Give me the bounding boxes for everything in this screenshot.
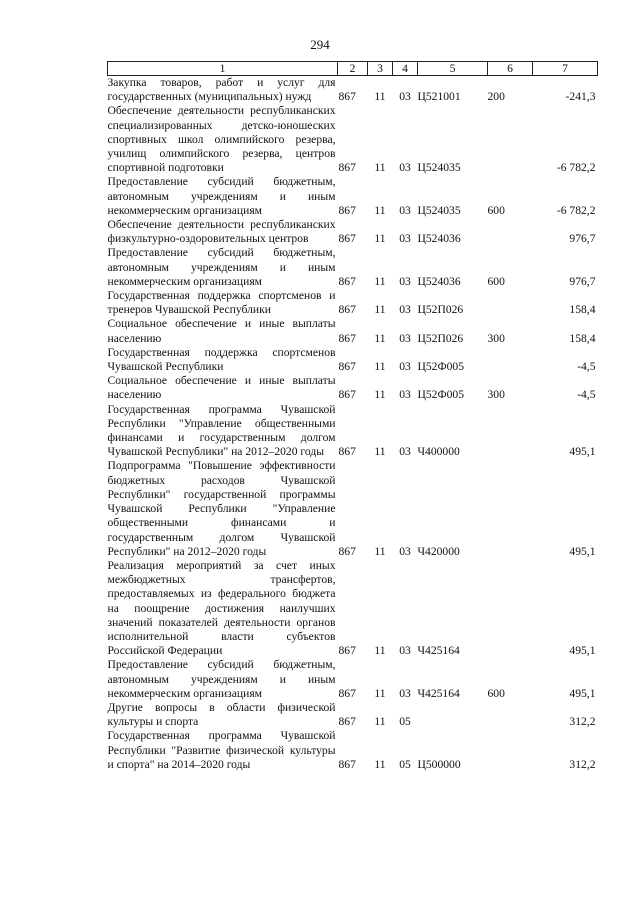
table-row: [108, 317, 598, 345]
row-grbs: 867: [338, 90, 356, 104]
row-name: Государственная программа Чувашской Республики "Управление общественными финансами и государственным долгом Чувашской Республики" на 2012–2020 годы: [107, 402, 336, 459]
row-target-article: Ц52Ф005: [417, 388, 465, 402]
row-target-article: Ц524036: [417, 232, 461, 246]
row-name: Предоставление субсидий бюджетным, автономным учреждениям и иным некоммерческим организациям: [107, 658, 336, 700]
row-grbs: 867: [338, 715, 356, 729]
header-col-6: 6: [488, 62, 533, 76]
row-amount: 312,2: [569, 715, 596, 729]
header-col-5: 5: [418, 62, 488, 76]
row-grbs: 867: [338, 544, 356, 558]
row-section: 11: [374, 203, 386, 217]
row-target-article: Ц52Ф005: [417, 360, 465, 374]
row-expense-type: 600: [487, 203, 505, 217]
row-target-article: Ц52П026: [417, 331, 464, 345]
table-row: [108, 289, 598, 317]
table-row: [108, 175, 598, 218]
row-amount: -4,5: [577, 360, 596, 374]
row-amount: -6 782,2: [556, 203, 596, 217]
row-expense-type: [488, 104, 533, 175]
row-target-article: Ч400000: [417, 445, 460, 459]
row-expense-type: 200: [487, 90, 505, 104]
row-target-article: Ч425164: [417, 686, 460, 700]
row-expense-type: 300: [487, 388, 505, 402]
row-name: Предоставление субсидий бюджетным, автономным учреждениям и иным некоммерческим организациям: [107, 246, 336, 288]
row-expense-type: 600: [487, 274, 505, 288]
row-name: Другие вопросы в области физической культуры и спорта: [107, 700, 336, 729]
row-amount: -4,5: [577, 388, 596, 402]
table-body: [108, 76, 598, 772]
row-amount: -6 782,2: [556, 161, 596, 175]
row-subsection: 03: [399, 232, 411, 246]
row-name: Реализация мероприятий за счет иных межбюджетных трансфертов, предоставляемых из федерального бюджета на поощрение достижения наилучших значений показателей деятельности органов исполнительной власти субъектов Российской Федерации: [107, 558, 336, 658]
header-row: [108, 62, 598, 76]
row-target-article: Ц524035: [417, 203, 461, 217]
row-amount: 158,4: [569, 331, 596, 345]
row-subsection: 03: [399, 686, 411, 700]
row-grbs: 867: [338, 303, 356, 317]
row-subsection: 03: [399, 544, 411, 558]
row-subsection: 03: [399, 90, 411, 104]
header-col-3: 3: [368, 62, 393, 76]
row-expense-type: [488, 559, 533, 658]
row-expense-type: [488, 403, 533, 460]
row-grbs: 867: [338, 161, 356, 175]
row-grbs: 867: [338, 445, 356, 459]
budget-table: [107, 61, 598, 772]
row-expense-type: [488, 346, 533, 374]
row-target-article: Ц52П026: [417, 303, 464, 317]
row-subsection: 05: [399, 757, 411, 771]
row-subsection: 03: [399, 388, 411, 402]
row-section: 11: [374, 360, 386, 374]
row-section: 11: [374, 161, 386, 175]
row-section: 11: [374, 331, 386, 345]
row-expense-type: 600: [487, 686, 505, 700]
table-row: [108, 246, 598, 289]
table-row: [108, 459, 598, 558]
table-row: [108, 729, 598, 772]
table-row: [108, 346, 598, 374]
row-name: Подпрограмма "Повышение эффективности бюджетных расходов Чувашской Республики" государственной программы Чувашской Республики "Управление общественными финансами и государственным долгом Чувашской Республики" на 2012–2020 годы: [107, 459, 336, 558]
row-section: 11: [374, 274, 386, 288]
row-subsection: 05: [399, 715, 411, 729]
header-col-2: 2: [338, 62, 368, 76]
row-grbs: 867: [338, 232, 356, 246]
row-name: Закупка товаров, работ и услуг для государственных (муниципальных) нужд: [107, 76, 336, 104]
table-row: [108, 76, 598, 105]
row-grbs: 867: [338, 388, 356, 402]
row-expense-type: [488, 289, 533, 317]
row-grbs: 867: [338, 274, 356, 288]
row-expense-type: 300: [487, 331, 505, 345]
row-section: 11: [374, 232, 386, 246]
row-name: Обеспечение деятельности республиканских физкультурно-оздоровительных центров: [107, 218, 336, 246]
row-amount: 312,2: [569, 757, 596, 771]
table-row: [108, 559, 598, 658]
row-subsection: 03: [399, 445, 411, 459]
row-amount: 158,4: [569, 303, 596, 317]
row-grbs: 867: [338, 644, 356, 658]
row-amount: 495,1: [569, 686, 596, 700]
row-grbs: 867: [338, 360, 356, 374]
row-name: Предоставление субсидий бюджетным, автономным учреждениям и иным некоммерческим организациям: [107, 175, 336, 217]
row-amount: 495,1: [569, 445, 596, 459]
row-target-article: Ц521001: [417, 90, 461, 104]
row-name: Социальное обеспечение и иные выплаты населению: [107, 317, 336, 345]
header-col-1: 1: [108, 62, 338, 76]
row-subsection: 03: [399, 331, 411, 345]
row-target-article: Ц500000: [417, 757, 461, 771]
header-col-4: 4: [393, 62, 418, 76]
row-expense-type: [488, 701, 533, 729]
row-expense-type: [488, 459, 533, 558]
row-target-article: Ч425164: [417, 644, 460, 658]
row-amount: 976,7: [569, 232, 596, 246]
row-target-article: Ц524035: [417, 161, 461, 175]
table-row: [108, 104, 598, 175]
row-name: Обеспечение деятельности республиканских специализированных детско-юношеских спортивных школ олимпийского резерва, училищ олимпийского резерва, центров спортивной подготовки: [107, 104, 336, 175]
row-subsection: 03: [399, 360, 411, 374]
row-section: 11: [374, 644, 386, 658]
row-amount: 976,7: [569, 274, 596, 288]
page-number: 294: [310, 37, 330, 52]
row-section: 11: [374, 757, 386, 771]
row-section: 11: [374, 686, 386, 700]
row-target-article: Ц524036: [417, 274, 461, 288]
row-name: Государственная поддержка спортсменов и тренеров Чувашской Республики: [107, 289, 336, 317]
row-subsection: 03: [399, 274, 411, 288]
row-grbs: 867: [338, 686, 356, 700]
row-subsection: 03: [399, 161, 411, 175]
table-header: [108, 62, 598, 76]
row-grbs: 867: [338, 203, 356, 217]
row-grbs: 867: [338, 757, 356, 771]
table-row: [108, 658, 598, 701]
row-grbs: 867: [338, 331, 356, 345]
row-section: 11: [374, 715, 386, 729]
row-amount: 495,1: [569, 644, 596, 658]
row-target-article: [418, 701, 488, 729]
row-name: Государственная поддержка спортсменов Чувашской Республики: [107, 345, 336, 374]
row-name: Социальное обеспечение и иные выплаты населению: [107, 374, 336, 402]
row-section: 11: [374, 388, 386, 402]
row-name: Государственная программа Чувашской Республики "Развитие физической культуры и спорта" на 2014–2020 годы: [107, 729, 336, 771]
row-section: 11: [374, 445, 386, 459]
row-subsection: 03: [399, 203, 411, 217]
row-amount: 495,1: [569, 544, 596, 558]
header-col-7: 7: [533, 62, 598, 76]
row-subsection: 03: [399, 644, 411, 658]
table-row: [108, 374, 598, 402]
row-expense-type: [488, 729, 533, 772]
table-row: [108, 403, 598, 460]
row-subsection: 03: [399, 303, 411, 317]
row-target-article: Ч420000: [417, 544, 460, 558]
table-row: [108, 218, 598, 246]
row-section: 11: [374, 90, 386, 104]
row-section: 11: [374, 303, 386, 317]
table-row: [108, 701, 598, 729]
row-expense-type: [488, 218, 533, 246]
row-amount: -241,3: [565, 90, 596, 104]
row-section: 11: [374, 544, 386, 558]
